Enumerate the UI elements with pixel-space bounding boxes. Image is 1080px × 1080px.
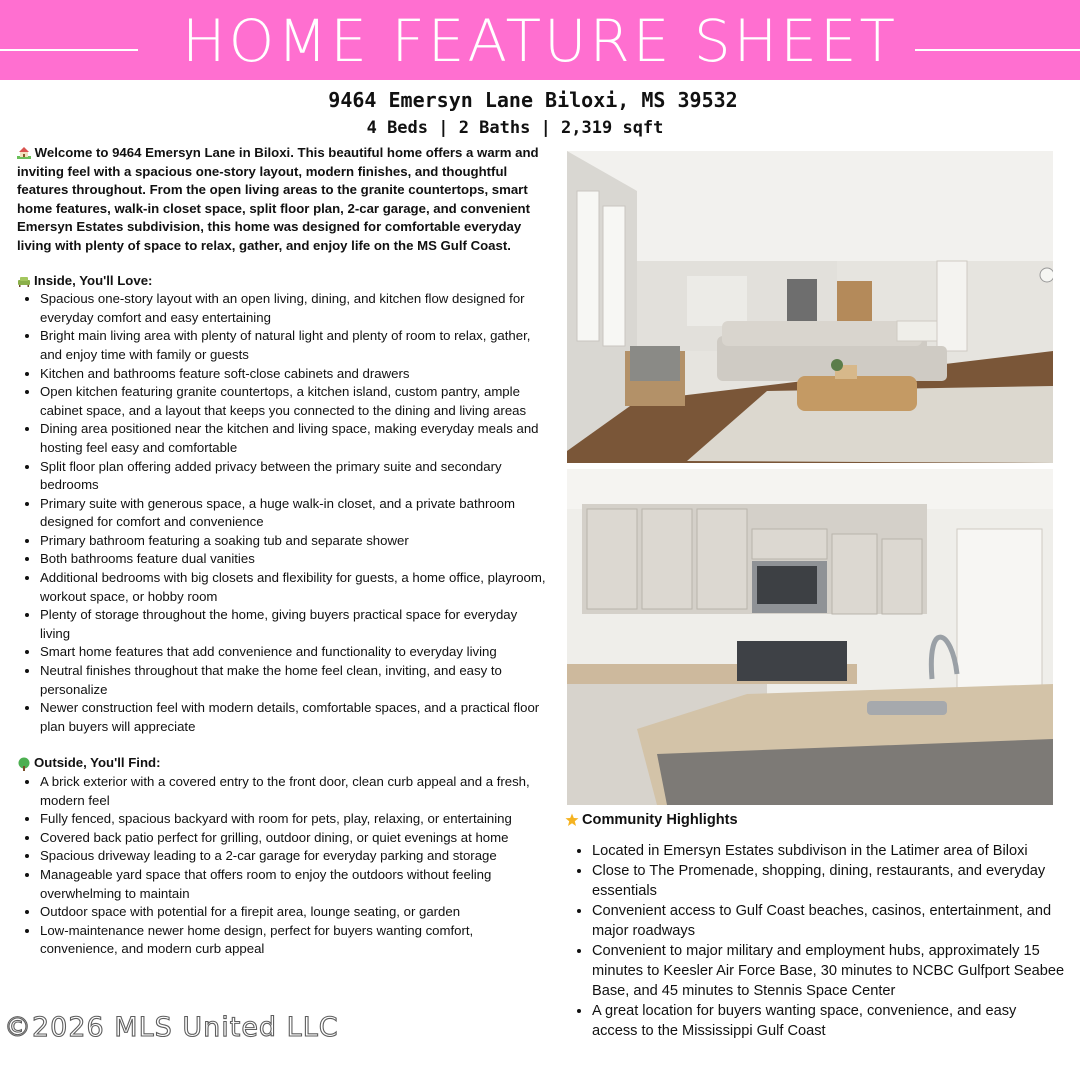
community-heading: [565, 810, 1065, 830]
list-item: • Located in Emersyn Estates subdivison in the Latimer area of Biloxi: [592, 841, 1065, 861]
list-item: • A brick exterior with a covered entry to the front door, clean curb appeal and a fresh, modern feel: [40, 773, 547, 810]
list-item: • Bright main living area with plenty of natural light and plenty of room to relax, gather, and enjoy time with family or guests: [40, 327, 547, 364]
list-item: • Open kitchen featuring granite countertops, a kitchen island, custom pantry, ample cabinet space, and a layout that keeps you connected to the dining and living areas: [40, 383, 547, 420]
community-section: [565, 810, 1065, 1041]
list-item: • Spacious driveway leading to a 2-car garage for everyday parking and storage: [40, 847, 547, 866]
outside-list: [17, 773, 547, 959]
house-icon: [17, 145, 31, 159]
list-item: • Neutral finishes throughout that make the home feel clean, inviting, and easy to personalize: [40, 662, 547, 699]
community-list: [565, 841, 1065, 1041]
star-icon: [565, 813, 579, 827]
list-item: • Newer construction feel with modern details, comfortable spaces, and a practical floor plan buyers will appreciate: [40, 699, 547, 736]
list-item: • Low-maintenance newer home design, perfect for buyers wanting comfort, convenience, and modern curb appeal: [40, 922, 547, 959]
list-item: • Fully fenced, spacious backyard with room for pets, play, relaxing, or entertaining: [40, 810, 547, 829]
list-item: • Primary bathroom featuring a soaking tub and separate shower: [40, 532, 547, 551]
community-heading-text: Community Highlights: [582, 812, 738, 828]
living-room-photo: [567, 151, 1053, 463]
inside-heading: [17, 272, 547, 291]
list-item: • Dining area positioned near the kitchen and living space, making everyday meals and hosting feel easy and comfortable: [40, 420, 547, 457]
list-item: • Outdoor space with potential for a firepit area, lounge seating, or garden: [40, 903, 547, 922]
inside-heading-text: Inside, You'll Love:: [34, 272, 153, 288]
outside-heading-text: Outside, You'll Find:: [34, 755, 161, 771]
list-item: • Manageable yard space that offers room to enjoy the outdoors without feeling overwhelming to maintain: [40, 866, 547, 903]
property-address: 9464 Emersyn Lane Biloxi, MS 39532: [328, 88, 738, 112]
list-item: • Primary suite with generous space, a huge walk-in closet, and a private bathroom designed for comfort and convenience: [40, 495, 547, 532]
tree-icon: [17, 757, 31, 771]
list-item: • Both bathrooms feature dual vanities: [40, 550, 547, 569]
list-item: • Close to The Promenade, shopping, dining, restaurants, and everyday essentials: [592, 861, 1065, 901]
features-column: [17, 144, 547, 959]
list-item: • Convenient access to Gulf Coast beaches, casinos, entertainment, and major roadways: [592, 901, 1065, 941]
list-item: • Smart home features that add convenience and functionality to everyday living: [40, 643, 547, 662]
list-item: • Convenient to major military and employment hubs, approximately 15 minutes to Keesler Air Force Base, 30 minutes to NCBC Gulfport Seabee Base, and 45 minutes to Stennis Space Center: [592, 941, 1065, 1001]
list-item: • Covered back patio perfect for grilling, outdoor dining, or quiet evenings at home: [40, 829, 547, 848]
page-title: HOME FEATURE SHEET: [182, 7, 898, 75]
intro-paragraph: [17, 144, 547, 256]
outside-heading: [17, 754, 547, 773]
kitchen-photo: [567, 469, 1053, 805]
list-item: • A great location for buyers wanting space, convenience, and easy access to the Mississippi Gulf Coast: [592, 1001, 1065, 1041]
list-item: • Split floor plan offering added privacy between the primary suite and secondary bedrooms: [40, 458, 547, 495]
property-specs: 4 Beds | 2 Baths | 2,319 sqft: [366, 118, 664, 138]
header-banner: [0, 0, 1080, 80]
list-item: • Additional bedrooms with big closets and flexibility for guests, a home office, playroom, workout space, or hobby room: [40, 569, 547, 606]
couch-icon: [17, 274, 31, 288]
intro-text: Welcome to 9464 Emersyn Lane in Biloxi. This beautiful home offers a warm and inviting feel with a spacious one-story layout, modern finishes, and thoughtful features throughout. From the open living areas to the granite countertops, smart home features, walk-in closet space, split floor plan, 2-car garage, and convenient Emersyn Estates subdivision, this home was designed for comfortable everyday living with plenty of space to relax, gather, and enjoy life on the MS Gulf Coast.: [17, 145, 539, 253]
list-item: • Spacious one-story layout with an open living, dining, and kitchen flow designed for everyday comfort and easy entertaining: [40, 290, 547, 327]
list-item: • Plenty of storage throughout the home, giving buyers practical space for everyday living: [40, 606, 547, 643]
list-item: • Kitchen and bathrooms feature soft-close cabinets and drawers: [40, 365, 547, 384]
inside-list: [17, 290, 547, 736]
copyright-watermark: ©2026 MLS United LLC: [4, 1012, 339, 1043]
